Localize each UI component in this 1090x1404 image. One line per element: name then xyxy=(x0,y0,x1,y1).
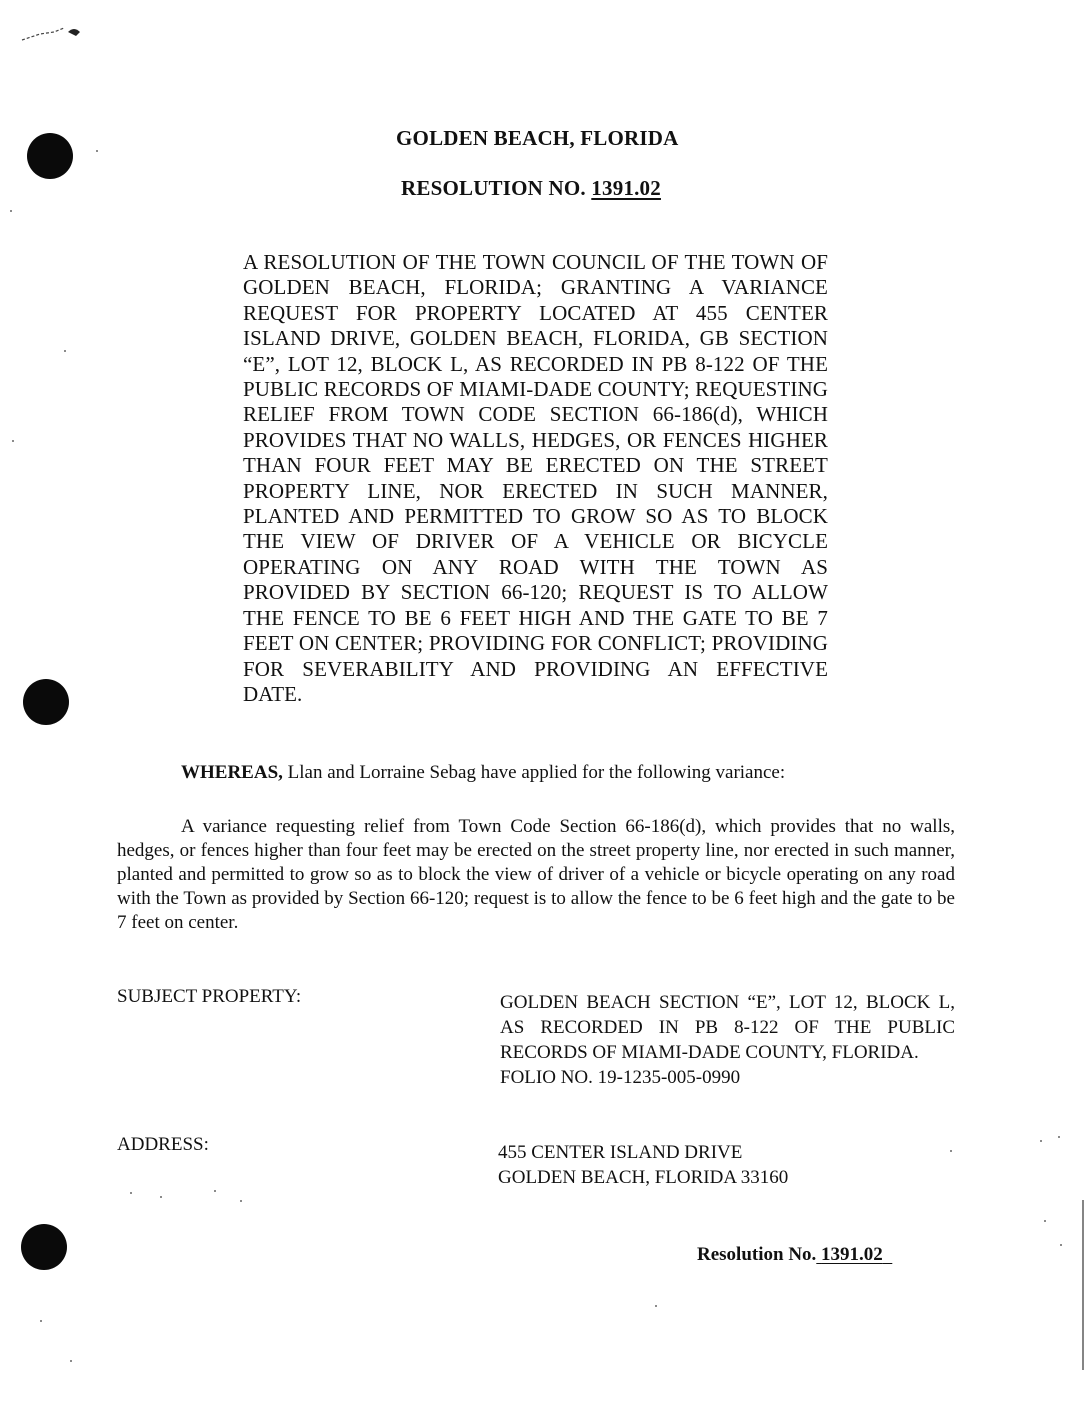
scan-speck xyxy=(96,150,98,152)
subject-property-block xyxy=(500,990,955,1090)
scan-speck xyxy=(214,1190,216,1192)
resolution-heading-prefix: RESOLUTION NO. xyxy=(401,176,586,200)
scan-speck xyxy=(1044,1220,1046,1222)
punch-hole-middle xyxy=(23,679,69,725)
resolution-caption: A RESOLUTION OF THE TOWN COUNCIL OF THE TOWN OF GOLDEN BEACH, FLORIDA; GRANTING A VARIANCE REQUEST FOR PROPERTY LOCATED AT 455 CENTER ISLAND DRIVE, GOLDEN BEACH, FLORIDA, GB SECTION “E”, LOT 12, BLOCK L, AS RECORDED IN PB 8-122 OF THE PUBLIC RECORDS OF MIAMI-DADE COUNTY; REQUESTING RELIEF FROM TOWN CODE SECTION 66-186(d), WHICH PROVIDES THAT NO WALLS, HEDGES, OR FENCES HIGHER THAN FOUR FEET MAY BE ERECTED ON THE STREET PROPERTY LINE, NOR ERECTED IN SUCH MANNER, PLANTED AND PERMITTED TO GROW SO AS TO BLOCK THE VIEW OF DRIVER OF A VEHICLE OR BICYCLE OPERATING ON ANY ROAD WITH THE TOWN AS PROVIDED BY SECTION 66-120; REQUEST IS TO ALLOW THE FENCE TO BE 6 FEET HIGH AND THE GATE TO BE 7 FEET ON CENTER; PROVIDING FOR CONFLICT; PROVIDING FOR SEVERABILITY AND PROVIDING AN EFFECTIVE DATE. xyxy=(243,250,828,706)
resolution-heading-number: 1391.02 xyxy=(591,176,661,200)
scan-speck xyxy=(950,1150,952,1152)
whereas-text: Llan and Lorraine Sebag have applied for the following variance: xyxy=(287,762,786,783)
scan-edge-line xyxy=(1082,1200,1084,1370)
whereas-lead: WHEREAS, xyxy=(181,762,283,783)
subject-property-description: GOLDEN BEACH SECTION “E”, LOT 12, BLOCK L, AS RECORDED IN PB 8-122 OF THE PUBLIC RECORDS OF MIAMI-DADE COUNTY, FLORIDA. xyxy=(500,992,955,1063)
address-line-1: 455 CENTER ISLAND DRIVE xyxy=(498,1142,743,1163)
variance-paragraph: A variance requesting relief from Town Code Section 66-186(d), which provides that no walls, hedges, or fences higher than four feet may be erected on the street property line, nor erected in such manner, planted and permitted to grow so as to block the view of driver of a vehicle or bicycle operating on any road with the Town as provided by Section 66-120; request is to allow the fence to be 6 feet high and the gate to be 7 feet on center. xyxy=(117,816,955,933)
footer-prefix: Resolution No. xyxy=(697,1244,817,1265)
whereas-clause xyxy=(181,761,785,785)
document-title: GOLDEN BEACH, FLORIDA xyxy=(396,126,679,150)
scan-speck xyxy=(130,1192,132,1194)
resolution-heading xyxy=(401,176,661,201)
scan-speck xyxy=(160,1196,162,1198)
footer-number: 1391.02 xyxy=(821,1244,883,1265)
scan-speck xyxy=(10,210,12,212)
punch-hole-bottom xyxy=(21,1224,67,1270)
scan-speck xyxy=(40,1320,42,1322)
scan-speck xyxy=(240,1200,242,1202)
scan-speck xyxy=(12,440,14,442)
scan-speck xyxy=(70,1360,72,1362)
punch-hole-top xyxy=(27,133,73,179)
address-line-2: GOLDEN BEACH, FLORIDA 33160 xyxy=(498,1167,789,1188)
subject-property-label: SUBJECT PROPERTY: xyxy=(117,986,302,1007)
address-block xyxy=(498,1140,788,1190)
folio-number: FOLIO NO. 19-1235-005-0990 xyxy=(500,1067,741,1088)
scan-speck xyxy=(1060,1244,1062,1246)
scan-artifact-mark xyxy=(20,18,90,46)
address-label: ADDRESS: xyxy=(117,1134,209,1155)
scan-speck xyxy=(64,350,66,352)
scan-speck xyxy=(1058,1136,1060,1138)
scan-speck xyxy=(655,1305,657,1307)
scan-speck xyxy=(1040,1140,1042,1142)
footer-resolution-number xyxy=(697,1244,892,1266)
